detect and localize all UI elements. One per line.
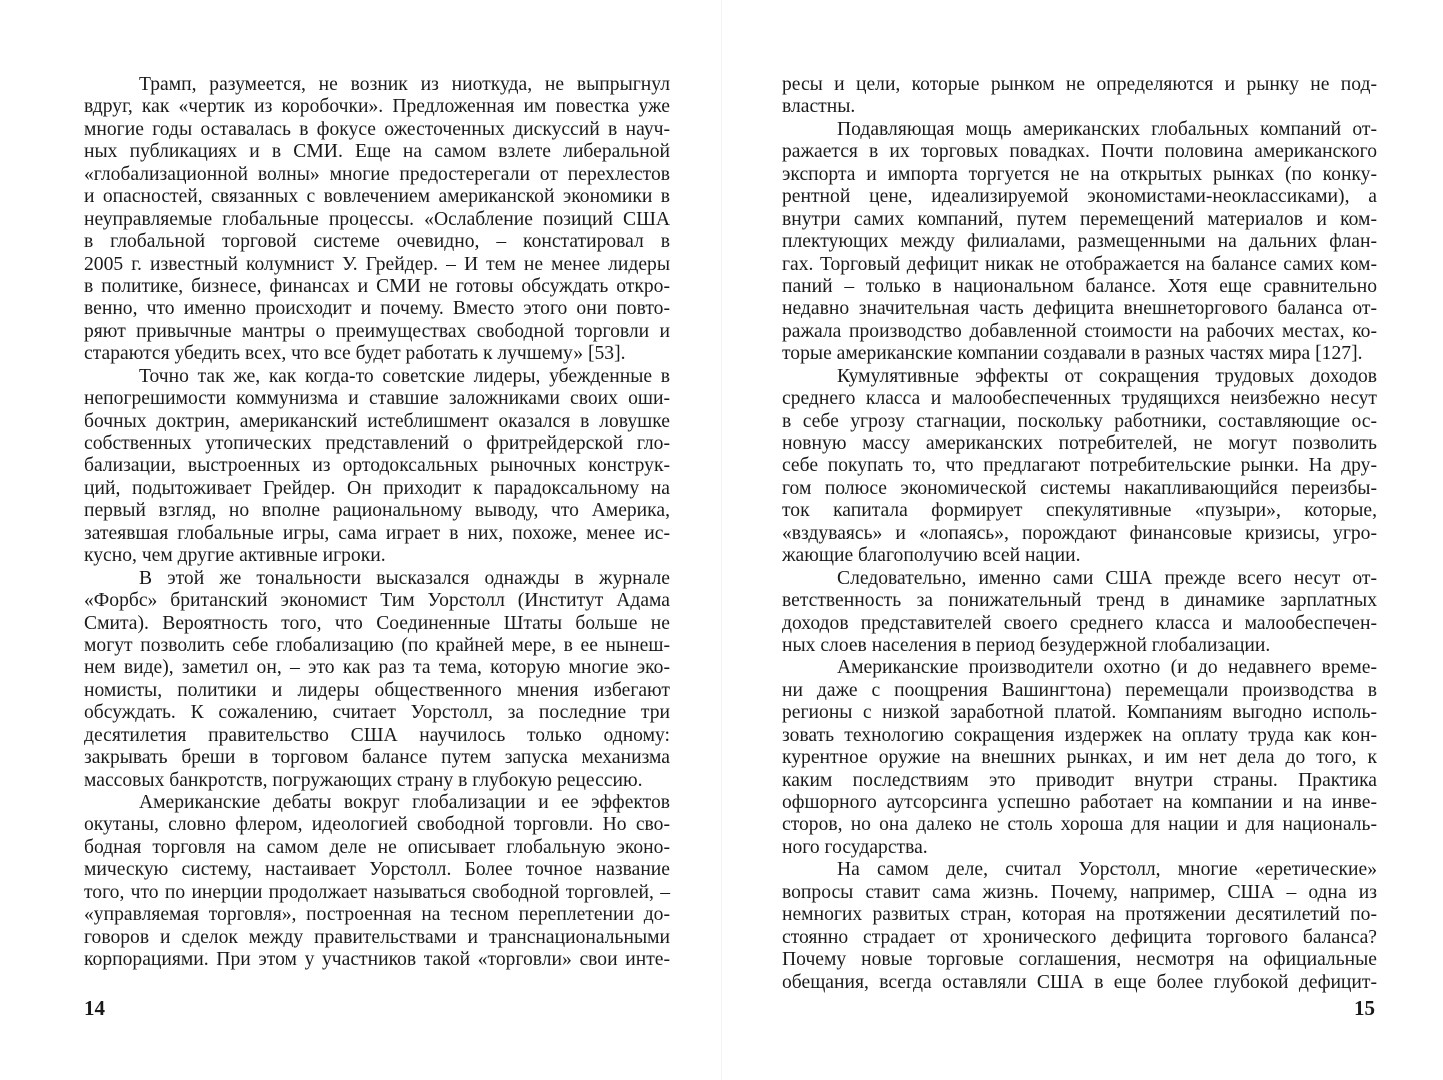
text-line: десятилетия правительство США научилось только одному: (84, 724, 670, 746)
text-line: нем виде), заметил он, – это как раз та тема, которую многие эко- (84, 657, 670, 679)
text-line: венно, что именно происходит и почему. Вместо этого они повто- (84, 298, 670, 320)
text-line: неуправляемые глобальные процессы. «Ослабление позиций США (84, 208, 670, 230)
text-line: «вздуваясь» и «лопаясь», порождают финансовые кризисы, угро- (782, 522, 1377, 544)
text-line: в себе угрозу стагнации, поскольку работники, составляющие ос- (782, 410, 1377, 432)
right-page (722, 0, 1443, 1080)
text-line: ряют привычные мантры о преимуществах свободной торговли и (84, 320, 670, 342)
text-line: немногих развитых стран, которая на протяжении десятилетий по- (782, 904, 1377, 926)
text-line: могут позволить себе глобализацию (по крайней мере, в ее нынеш- (84, 634, 670, 656)
text-line: среднего класса и малообеспеченных трудящихся неизбежно несут (782, 388, 1377, 410)
text-line: офшорного аутсорсинга успешно работает на компании и на инве- (782, 792, 1377, 813)
text-line: регионы с низкой заработной платой. Компаниям выгодно исполь- (782, 702, 1377, 724)
text-line: в политике, бизнесе, финансах и СМИ не готовы обсуждать откро- (84, 275, 670, 297)
text-line: «управляемая торговля», построенная на тесном переплетении до- (84, 904, 670, 926)
text-line: внутри самих компаний, путем перемещений материалов и ком- (782, 208, 1377, 230)
left-page-text (84, 74, 670, 972)
text-line: ресы и цели, которые рынком не определяются и рынку не под- (782, 74, 1377, 95)
text-line: зовать технологию сокращения издержек на оплату труда как кон- (782, 724, 1377, 746)
right-page-text (782, 74, 1377, 994)
text-line: Почему новые торговые соглашения, несмотря на официальные (782, 949, 1377, 971)
text-line: корпорациями. При этом у участников такой «торговли» свои инте- (84, 949, 670, 971)
text-line: доходов представителей своего среднего класса и малообеспечен- (782, 612, 1377, 634)
text-line: говоров и сделок между правительствами и транснациональными (84, 926, 670, 948)
text-line: бодная торговля на самом деле не описывает глобальную эконо- (84, 836, 670, 858)
text-line: Смита). Вероятность того, что Соединенные Штаты больше не (84, 612, 670, 634)
text-line: рентной цене, идеализируемой экономистами-неоклассиками), а (782, 186, 1377, 208)
text-line: экспорта и импорта торгуется не на открытых рынках (по конку- (782, 163, 1377, 185)
text-line: стоянно страдает от хронического дефицита торгового баланса? (782, 926, 1377, 948)
text-line: вдруг, как «чертик из коробочки». Предложенная им повестка уже (84, 96, 670, 118)
text-line: собственных утопических представлений о фритрейдерской гло- (84, 433, 670, 454)
text-line: и опасностей, связанных с вовлечением американской экономики в (84, 186, 670, 208)
left-page-number: 14 (84, 996, 105, 1020)
text-line: Американские дебаты вокруг глобализации и ее эффектов (139, 792, 670, 813)
text-line: обсуждать. К сожалению, считает Уорстолл, за последние три (84, 702, 670, 724)
text-line: ток капитала формирует спекулятивные «пузыри», которые, (782, 500, 1377, 522)
text-line: гом полюсе экономической системы накапливающийся переизбы- (782, 477, 1377, 499)
text-line: Трамп, разумеется, не возник из ниоткуда, не выпрыгнул (139, 74, 670, 95)
text-line: На самом деле, считал Уорстолл, многие «еретические» (837, 859, 1377, 881)
text-line: сторов, но она далеко не столь хороша для нации и для националь- (782, 814, 1377, 836)
text-line: жающие благополучию всей нации. (782, 545, 1081, 567)
text-line: В этой же тональности высказался однажды в журнале (139, 567, 670, 589)
text-line: ражается в их торговых повадках. Почти половина американского (782, 141, 1377, 163)
text-line: «Форбс» британский экономист Тим Уорстолл (Институт Адама (84, 590, 670, 612)
text-line: бализации, выстроенных из ортодоксальных рыночных конструк- (84, 455, 670, 477)
text-line: плектующих между филиалами, размещенными на дальних флан- (782, 231, 1377, 253)
text-line: курентное оружие на внешних рынках, и им нет дела до того, к (782, 747, 1377, 769)
text-line: паний – только в национальном балансе. Хотя еще сравнительно (782, 275, 1377, 297)
text-line: массовых банкротств, погружающих страну в глубокую рецессию. (84, 769, 643, 791)
text-line: «глобализационной волны» многие предостерегали от перехлестов (84, 163, 670, 185)
text-line: закрывать бреши в торговом балансе путем запуска механизма (84, 747, 670, 769)
text-line: новную массу американских потребителей, не могут позволить (782, 433, 1377, 454)
text-line: бочных доктрин, американский истеблишмент оказался в ловушке (84, 410, 670, 432)
text-line: обещания, всегда оставляли США в еще более глубокой дефицит- (782, 971, 1377, 993)
text-line: многие годы оставалась в фокусе ожесточенных дискуссий в науч- (84, 118, 670, 140)
text-line: ных слоев населения в период безудержной глобализации. (782, 634, 1271, 656)
text-line: ни даже с поощрения Вашингтона) перемещали производства в (782, 679, 1377, 701)
left-page (0, 0, 721, 1080)
text-line: ций, подытоживает Грейдер. Он приходит к парадоксальному на (84, 477, 670, 499)
text-line: ветственность за понижательный тренд в динамике зарплатных (782, 590, 1377, 612)
text-line: недавно значительная часть дефицита внешнеторгового баланса от- (782, 298, 1377, 320)
text-line: ражала производство добавленной стоимости на рабочих местах, ко- (782, 320, 1377, 342)
text-line: 2005 г. известный колумнист У. Грейдер. – И тем не менее лидеры (84, 253, 670, 275)
text-line: ного государства. (782, 836, 928, 858)
text-line: Кумулятивные эффекты от сокращения трудовых доходов (837, 365, 1377, 387)
text-line: первый взгляд, но вполне рациональному выводу, что Америка, (84, 500, 670, 522)
text-line: стараются убедить всех, что все будет работать к лучшему» [53]. (84, 343, 626, 365)
text-line: вопросы ставит сама жизнь. Почему, например, США – одна из (782, 881, 1377, 903)
text-line: Точно так же, как когда-то советские лидеры, убежденные в (139, 365, 670, 387)
text-line: себе покупать то, что предлагают потребительские рынки. На дру- (782, 455, 1377, 477)
text-line: ных публикациях и в СМИ. Еще на самом взлете либеральной (84, 141, 670, 163)
text-line: окутаны, словно флером, идеологией свободной торговли. Но сво- (84, 814, 670, 836)
text-line: в глобальной торговой системе очевидно, – констатировал в (84, 231, 670, 253)
text-line: того, что по инерции продолжает называться свободной торговлей, – (84, 881, 670, 903)
text-line: номисты, политики и лидеры общественного мнения избегают (84, 679, 670, 701)
text-line: гах. Торговый дефицит никак не отображается на балансе самих ком- (782, 253, 1377, 275)
text-line: Американские производители охотно (и до недавнего време- (837, 657, 1377, 679)
text-line: торые американские компании создавали в разных частях мира [127]. (782, 343, 1363, 365)
right-page-number: 15 (1354, 996, 1375, 1020)
text-line: затеявшая глобальные игры, сама играет в них, похоже, менее ис- (84, 522, 670, 544)
text-line: непогрешимости коммунизма и ставшие заложниками своих оши- (84, 388, 670, 410)
text-line: каким последствиям это приводит внутри страны. Практика (782, 769, 1377, 791)
text-line: мическую систему, настаивает Уорстолл. Более точное название (84, 859, 670, 881)
text-line: кусно, чем другие активные игроки. (84, 545, 386, 567)
text-line: Следовательно, именно сами США прежде всего несут от- (837, 567, 1377, 589)
text-line: властны. (782, 96, 856, 118)
text-line: Подавляющая мощь американских глобальных компаний от- (837, 118, 1377, 140)
